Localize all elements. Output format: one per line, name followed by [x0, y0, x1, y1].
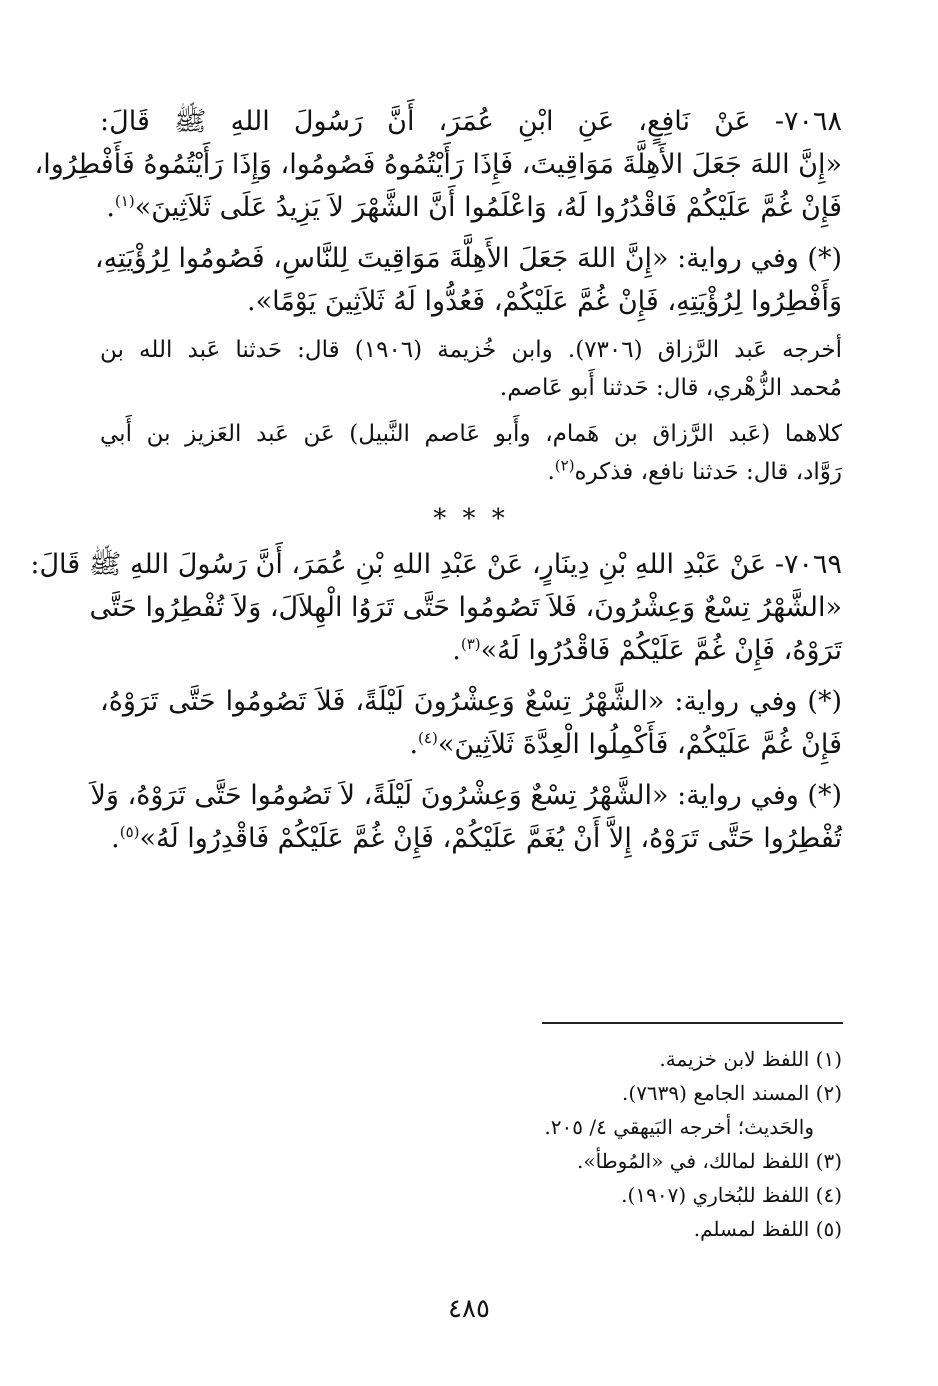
hadith-7068-chain-line-1: كلاهما (عَبد الرَّزاق بن هَمام، وأَبو عَاصم النَّبيل) عَن عَبد العَزيز بن أَبي: [100, 421, 842, 447]
hadith-7069-line-1: ٧٠٦٩- عَنْ عَبْدِ اللهِ بْنِ دِينَارٍ، عَنْ عَبْدِ اللهِ بْنِ عُمَرَ، أَنَّ رَسُولَ اللهِ ﷺ قَالَ:: [30, 549, 842, 580]
hadith-7069-riwaya-1-line-2-text: فَإِنْ غُمَّ عَلَيْكُمْ، فَأَكْمِلُوا الْعِدَّةَ ثَلاَثِينَ»: [437, 729, 842, 760]
hadith-7068-riwaya-line-1: (*) وفي رواية: «إِنَّ اللهَ جَعَلَ الأَهِلَّةَ مَوَاقِيتَ لِلنَّاسِ، فَصُومُوا لِرُؤْيَتِهِ،: [94, 243, 842, 274]
hadith-7069-line-2: «الشَّهْرُ تِسْعٌ وَعِشْرُونَ، فَلاَ تَصُومُوا حَتَّى تَرَوُا الْهِلاَلَ، وَلاَ تُفْطِرُوا حَتَّى: [89, 592, 842, 623]
hadith-7069-riwaya-2: [90, 774, 842, 860]
hadith-7068-chain-line-2: رَوَّاد، قال: حَدثنا نافع، فذكره$^{(٢)}$.: [547, 456, 842, 485]
hadith-7069-riwaya-1-line-1: (*) وفي رواية: «الشَّهْرُ تِسْعٌ وَعِشْرُونَ لَيْلَةً، فَلاَ تَصُومُوا حَتَّى تَرَوْهُ،: [100, 686, 842, 717]
hadith-7068-chain: [100, 415, 842, 491]
hadith-7069-line-3: تَرَوْهُ، فَإِنْ غُمَّ عَلَيْكُمْ فَاقْدُرُوا لَهُ»$^{(٣)}$.: [452, 635, 842, 666]
hadith-7068-source-line-2: مُحمد الزُّهْري، قال: حَدثنا أَبو عَاصم.: [499, 375, 842, 401]
footnote-marker-4: (٤): [418, 729, 438, 747]
footnotes: [100, 1042, 842, 1246]
hadith-7068-riwaya-line-2: وَأَفْطِرُوا لِرُؤْيَتِهِ، فَإِنْ غُمَّ عَلَيْكُمْ، فَعُدُّوا لَهُ ثَلاَثِينَ يَوْمًا».: [247, 286, 842, 317]
footnote-marker-5: (٥): [119, 823, 140, 841]
footnote-marker-3: (٣): [460, 635, 481, 653]
footnote-marker-2: (٢): [554, 456, 575, 475]
hadith-7068-line-3-text: فَإِنْ غُمَّ عَلَيْكُمْ فَاقْدُرُوا لَهُ، وَاعْلَمُوا أَنَّ الشَّهْرَ لاَ يَزِيدُ عَلَى ثَلاَثِينَ»: [134, 192, 842, 223]
hadith-7068-chain-line-2-text: رَوَّاد، قال: حَدثنا نافع، فذكره: [574, 459, 842, 485]
hadith-7068: [34, 100, 842, 229]
hadith-7069-riwaya-1: [100, 680, 842, 766]
footnote-divider: [542, 1022, 843, 1024]
hadith-7068-riwaya: [94, 237, 842, 323]
footnote-3: (٣) اللفظ لمالك، في «المُوطأ».: [577, 1149, 842, 1173]
footnote-2: (٢) المسند الجامع (٧٦٣٩).: [622, 1081, 842, 1105]
hadith-7069-riwaya-2-line-1: (*) وفي رواية: «الشَّهْرُ تِسْعٌ وَعِشْرُونَ لَيْلَةً، لاَ تَصُومُوا حَتَّى تَرَوْهُ، وَلاَ: [90, 780, 842, 811]
hadith-7068-line-2: «إِنَّ اللهَ جَعَلَ الأَهِلَّةَ مَوَاقِيتَ، فَإِذَا رَأَيْتُمُوهُ فَصُومُوا، وَإِذَا رَأَيْتُمُوهُ فَأَفْطِرُوا،: [34, 149, 842, 180]
hadith-7068-line-1: ٧٠٦٨- عَنْ نَافِعٍ، عَنِ ابْنِ عُمَرَ، أَنَّ رَسُولَ اللهِ ﷺ قَالَ:: [100, 106, 842, 137]
hadith-7068-line-3: فَإِنْ غُمَّ عَلَيْكُمْ فَاقْدُرُوا لَهُ، وَاعْلَمُوا أَنَّ الشَّهْرَ لاَ يَزِيدُ عَلَى ثَلاَثِينَ»$^{(١)}$.: [106, 192, 842, 223]
section-separator: * * *: [433, 504, 509, 534]
hadith-7069-line-3-text: تَرَوْهُ، فَإِنْ غُمَّ عَلَيْكُمْ فَاقْدُرُوا لَهُ»: [480, 635, 842, 666]
hadith-7069-riwaya-2-line-2-text: تُفْطِرُوا حَتَّى تَرَوْهُ، إِلاَّ أَنْ يُغَمَّ عَلَيْكُمْ، فَإِنْ غُمَّ عَلَيْكُمْ فَاقْدِرُوا لَهُ»: [139, 823, 842, 854]
footnote-4: (٤) اللفظ للبُخاري (١٩٠٧).: [621, 1183, 842, 1207]
page-body: [30, 100, 843, 868]
hadith-7069-riwaya-2-line-2: تُفْطِرُوا حَتَّى تَرَوْهُ، إِلاَّ أَنْ يُغَمَّ عَلَيْكُمْ، فَإِنْ غُمَّ عَلَيْكُمْ فَاقْدِرُوا لَهُ»$^{(٥)}$.: [111, 823, 842, 854]
hadith-7069-riwaya-1-line-2: فَإِنْ غُمَّ عَلَيْكُمْ، فَأَكْمِلُوا الْعِدَّةَ ثَلاَثِينَ»$^{(٤)}$.: [409, 729, 842, 760]
footnote-5: (٥) اللفظ لمسلم.: [693, 1217, 842, 1241]
page-number: ٤٨٥: [448, 1294, 490, 1324]
hadith-7069: [30, 543, 842, 672]
footnote-marker-1: (١): [114, 192, 135, 210]
footnote-2-continuation: والحَديث؛ أخرجه البَيهقي ٤/ ٢٠٥.: [544, 1115, 814, 1139]
hadith-7068-source-line-1: أخرجه عَبد الرَّزاق (٧٣٠٦). وابن خُزيمة (١٩٠٦) قال: حَدثنا عَبد الله بن: [100, 337, 843, 363]
footnote-1: (١) اللفظ لابن خزيمة.: [659, 1047, 842, 1071]
hadith-7068-source: [100, 331, 842, 407]
